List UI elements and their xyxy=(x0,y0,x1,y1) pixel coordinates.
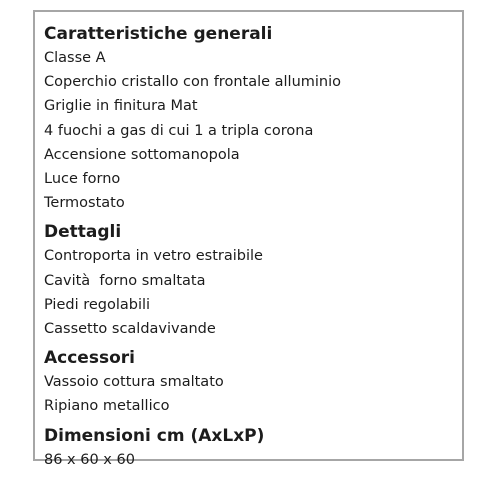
section-general-features xyxy=(44,22,462,215)
spec-item: Classe A xyxy=(44,50,106,66)
section-title: Caratteristiche generali xyxy=(44,24,273,44)
spec-item: Ripiano metallico xyxy=(44,398,170,415)
section-title: Dettagli xyxy=(44,222,122,243)
spec-item: Accensione sottomanopola xyxy=(44,146,240,163)
spec-item: Controporta in vetro estraibile xyxy=(44,248,263,265)
section-title: Accessori xyxy=(44,348,135,369)
section-dimensions xyxy=(44,424,462,472)
spec-item: Termostato xyxy=(44,195,125,212)
section-accessories xyxy=(44,346,462,418)
spec-item: 86 x 60 x 60 xyxy=(44,451,135,468)
spec-item: Cassetto scaldavivande xyxy=(44,321,216,338)
spec-item: Piedi regolabili xyxy=(44,296,151,313)
spec-item: Vassoio cottura smaltato xyxy=(44,374,224,391)
spec-item: Cavità forno smaltata xyxy=(44,272,206,289)
spec-item: Coperchio cristallo con frontale alluminio xyxy=(44,74,342,91)
spec-item: 4 fuochi a gas di cui 1 a tripla corona xyxy=(44,122,314,139)
spec-item: Luce forno xyxy=(44,171,121,188)
spec-item: Griglie in finitura Mat xyxy=(44,98,198,115)
section-details xyxy=(44,220,462,341)
section-title: Dimensioni cm (AxLxP) xyxy=(44,425,265,446)
spec-sheet-box xyxy=(33,10,464,468)
